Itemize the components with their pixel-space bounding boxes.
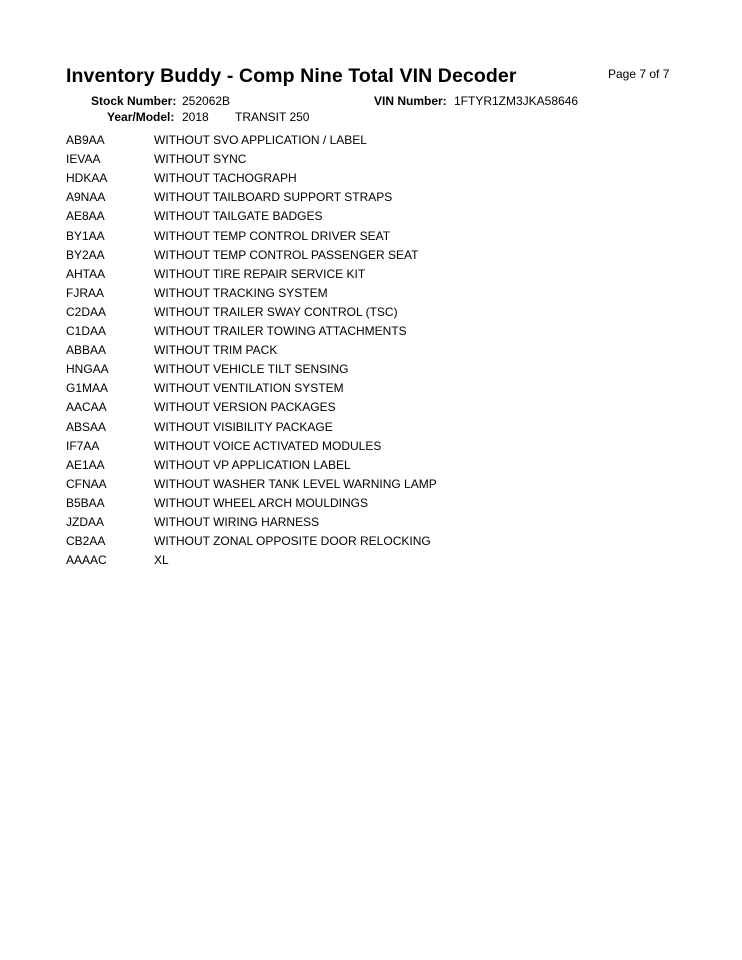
- option-code: C1DAA: [66, 324, 107, 338]
- vin-number-label: VIN Number:: [374, 94, 447, 108]
- option-description: WITHOUT TRIM PACK: [154, 343, 278, 358]
- option-code: FJRAA: [66, 285, 105, 300]
- option-code: AE1AA: [66, 457, 105, 472]
- model-value: TRANSIT 250: [235, 110, 310, 124]
- option-description: WITHOUT VP APPLICATION LABEL: [154, 457, 351, 472]
- option-code: AACAA: [66, 400, 107, 415]
- option-code: AB9AA: [66, 133, 105, 147]
- stock-number-label-text: Stock Number:: [91, 94, 177, 108]
- option-code: AHTAA: [66, 266, 106, 281]
- year-model-label: Year/Model:: [107, 110, 175, 124]
- option-code: AE8AA: [66, 209, 105, 224]
- option-code: IF7AA: [66, 438, 100, 453]
- option-code: G1MAA: [66, 381, 109, 396]
- year-value: 2018: [182, 110, 209, 124]
- option-description: XL: [154, 553, 169, 568]
- option-description: WITHOUT TAILGATE BADGES: [154, 209, 323, 224]
- option-description: WITHOUT TRACKING SYSTEM: [154, 285, 328, 300]
- option-description: WITHOUT ZONAL OPPOSITE DOOR RELOCKING: [154, 534, 431, 549]
- vin-number-value: 1FTYR1ZM3JKA58646: [454, 94, 579, 108]
- option-code: ABSAA: [66, 419, 107, 434]
- option-code: C2DAA: [66, 304, 107, 319]
- option-description: WITHOUT TAILBOARD SUPPORT STRAPS: [154, 190, 393, 205]
- option-code: CB2AA: [66, 534, 106, 549]
- stock-number-value: 252062B: [182, 94, 231, 108]
- option-description: WITHOUT VEHICLE TILT SENSING: [154, 362, 349, 377]
- option-description: WITHOUT VENTILATION SYSTEM: [154, 381, 344, 396]
- option-code: IEVAA: [66, 152, 101, 167]
- option-description: WITHOUT TRAILER SWAY CONTROL (TSC): [154, 304, 398, 319]
- option-code: CFNAA: [66, 476, 107, 491]
- option-description: WITHOUT VOICE ACTIVATED MODULES: [154, 438, 382, 453]
- option-description: WITHOUT WASHER TANK LEVEL WARNING LAMP: [154, 476, 437, 491]
- option-description: WITHOUT VISIBILITY PACKAGE: [154, 419, 333, 434]
- option-code: A9NAA: [66, 190, 106, 205]
- option-description: WITHOUT TEMP CONTROL PASSENGER SEAT: [154, 247, 419, 262]
- option-description: WITHOUT SYNC: [154, 152, 247, 167]
- option-description: WITHOUT TEMP CONTROL DRIVER SEAT: [154, 228, 391, 243]
- option-code: AAAAC: [66, 553, 107, 568]
- option-description: WITHOUT WIRING HARNESS: [154, 515, 320, 529]
- page-number: Page 7 of 7: [608, 67, 670, 81]
- option-code: HDKAA: [66, 171, 108, 186]
- option-description: WITHOUT TACHOGRAPH: [154, 171, 297, 186]
- option-description: WITHOUT SVO APPLICATION / LABEL: [154, 133, 367, 147]
- stock-number-label: [91, 94, 176, 108]
- page-title: Inventory Buddy - Comp Nine Total VIN Decoder: [66, 65, 517, 87]
- option-code: BY2AA: [66, 247, 105, 262]
- option-code: JZDAA: [66, 515, 105, 529]
- option-description: WITHOUT VERSION PACKAGES: [154, 400, 336, 415]
- option-code: BY1AA: [66, 228, 105, 243]
- option-description: WITHOUT TRAILER TOWING ATTACHMENTS: [154, 324, 407, 338]
- option-code: HNGAA: [66, 362, 109, 377]
- option-code: ABBAA: [66, 343, 107, 358]
- option-description: WITHOUT TIRE REPAIR SERVICE KIT: [154, 266, 366, 281]
- option-description: WITHOUT WHEEL ARCH MOULDINGS: [154, 495, 369, 510]
- option-code: B5BAA: [66, 495, 105, 510]
